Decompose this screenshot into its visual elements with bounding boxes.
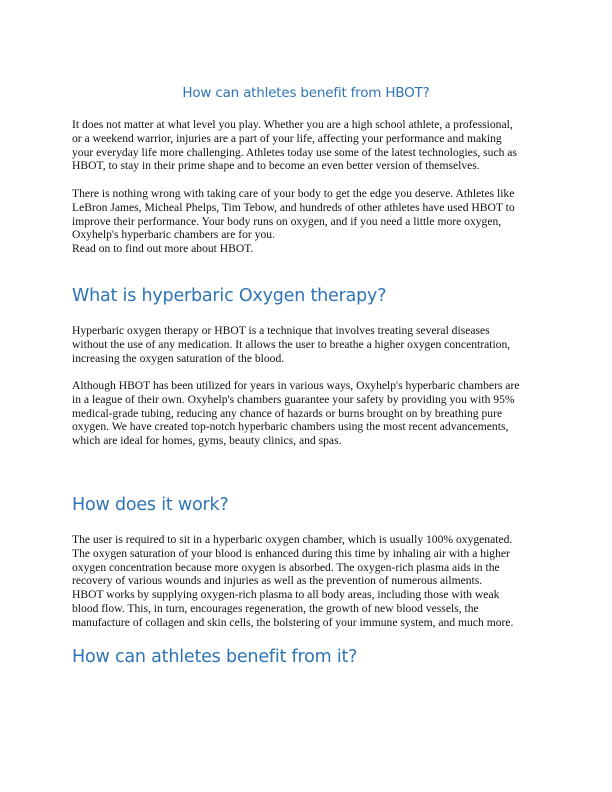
intro-paragraph-1 [72, 118, 542, 173]
text-line: without the use of any medication. It allows the user to breathe a higher oxygen concentration, [72, 337, 511, 351]
page-title: How can athletes benefit from HBOT? [182, 85, 430, 101]
text-line: Read on to find out more about HBOT. [72, 242, 254, 256]
text-line: HBOT works by supplying oxygen-rich plasma to all body areas, including those with weak [72, 588, 500, 602]
text-line: or a weekend warrior, injuries are a part of your life, affecting your performance and making [72, 131, 502, 145]
text-line: LeBron James, Micheal Phelps, Tim Tebow, and hundreds of other athletes have used HBOT to [72, 200, 515, 214]
section-heading-what-is-hbot: What is hyperbaric Oxygen therapy? [72, 286, 387, 306]
intro-paragraph-2 [72, 187, 542, 256]
text-line: HBOT, to stay in their prime shape and to become an even better version of themselves. [72, 159, 480, 173]
text-line: oxygen. We have created top-notch hyperbaric chambers using the most recent advancements, [72, 420, 509, 434]
text-line: in a league of their own. Oxyhelp's chambers guarantee your safety by providing you with 95% [72, 392, 515, 406]
text-line: recovery of various wounds and injuries as well as the prevention of numerous ailments. [72, 574, 483, 588]
section1-paragraph-1 [72, 324, 542, 365]
text-line: Oxyhelp's hyperbaric chambers are for you. [72, 228, 275, 242]
section-heading-how-it-works: How does it work? [72, 495, 229, 515]
section2-paragraph-1 [72, 533, 542, 630]
text-line: manufacture of collagen and skin cells, the bolstering of your immune system, and much more. [72, 615, 514, 629]
text-line: oxygen concentration because more oxygen is absorbed. The oxygen-rich plasma aids in the [72, 560, 500, 574]
text-line: Although HBOT has been utilized for years in various ways, Oxyhelp's hyperbaric chambers are [72, 379, 520, 392]
text-line: The oxygen saturation of your blood is enhanced during this time by inhaling air with a higher [72, 546, 510, 560]
text-line: which are ideal for homes, gyms, beauty clinics, and spas. [72, 434, 342, 448]
text-line: increasing the oxygen saturation of the blood. [72, 351, 285, 365]
text-line: medical-grade tubing, reducing any chance of hazards or burns brought on by breathing pure [72, 406, 503, 420]
text-line: your everyday life more challenging. Athletes today use some of the latest technologies, such as [72, 145, 517, 159]
section1-paragraph-2 [72, 379, 542, 448]
text-line: blood flow. This, in turn, encourages regeneration, the growth of new blood vessels, the [72, 601, 479, 615]
text-line: It does not matter at what level you play. Whether you are a high school athlete, a professional, [72, 118, 513, 131]
section-heading-athlete-benefits: How can athletes benefit from it? [72, 647, 358, 667]
text-line: Hyperbaric oxygen therapy or HBOT is a technique that involves treating several diseases [72, 324, 490, 337]
text-line: improve their performance. Your body runs on oxygen, and if you need a little more oxygen, [72, 214, 502, 228]
text-line: There is nothing wrong with taking care of your body to get the edge you deserve. Athletes like [72, 187, 515, 200]
text-line: The user is required to sit in a hyperbaric oxygen chamber, which is usually 100% oxygenated. [72, 533, 513, 546]
